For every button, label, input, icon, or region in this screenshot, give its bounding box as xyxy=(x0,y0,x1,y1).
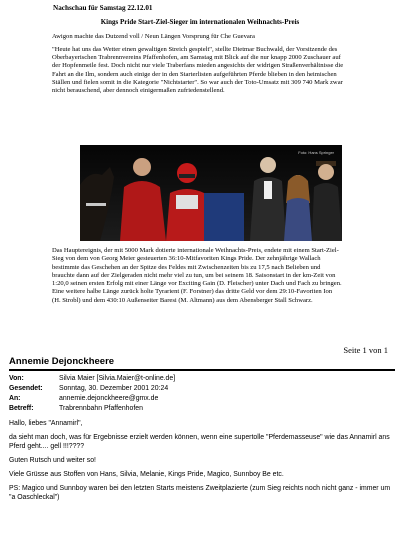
email-header-row xyxy=(9,394,175,404)
article-paragraph: Das Hauptereignis, der mit 5000 Mark dotierte internationale Weihnachts-Preis, endete mit einem Start-Ziel-Sieg von dem von Georg Meier gesteuerten 36:10-Mitfavoriten Kings Pride. Der zehnjährige Wallach bestimmte das Geschehen an der Spitze des Feldes mit Zwischenzeiten bis zu 17,5 nach Belieben und brauchte dann auf der Zielgeraden nicht mehr viel zu tun, um bei seinem 18. Saisonstart in der km-Zeit von 1:20,0 seinen ersten Erfolg mit einer Länge vor Exciting Gain (D. Fleischer) unter Dach und Fach zu bringen. Eine weitere halbe Länge zurück holte Tyrarient (F. Forstner) das dritte Geld vor dem 29:10-Favoriten Ion (H. Strobl) und dem 430:10 Außenseiter Baresi (M. Altmann) aus dem Abensberger Stall Schwarz. xyxy=(52,247,342,304)
email-paragraph: da sieht man doch, was für Ergebnisse erzielt werden können, wenn eine supertolle "Pferdemasseuse" wie das Annamirl ans Pferd geht.... gell !!!???? xyxy=(9,434,390,450)
email-signoff: Viele Grüsse aus Stoffen von Hans, Silvia, Melanie, Kings Pride, Magico, Sunnboy Be etc. xyxy=(9,471,284,479)
email-header-table xyxy=(9,374,175,414)
photo-credit: Foto: Hans Springer xyxy=(298,150,334,155)
article-lead: Awigon machte das Dutzend voll / Neun Längen Vorsprung für Che Guevara xyxy=(52,32,255,40)
winner-photo xyxy=(80,145,342,241)
email-field-label: An: xyxy=(9,395,21,402)
email-to-value: annemie.dejonckheere@gmx.de xyxy=(59,395,159,402)
article-heading: Nachschau für Samstag 22.12.01 xyxy=(53,4,153,12)
email-field-label: Gesendet: xyxy=(9,385,43,392)
article-title: Kings Pride Start-Ziel-Sieger im internationalen Weihnachts-Preis xyxy=(100,18,300,27)
email-field-label: Betreff: xyxy=(9,405,34,412)
email-greeting: Hallo, liebes "Annamirl", xyxy=(9,420,83,427)
email-subject-value: Trabrennbahn Pfaffenhofen xyxy=(59,405,143,412)
email-from-value: Silvia Maier [Silvia.Maier@t-online.de] xyxy=(59,375,176,382)
email-sent-value: Sonntag, 30. Dezember 2001 20:24 xyxy=(59,385,169,392)
email-body xyxy=(9,420,395,502)
email-header-row xyxy=(9,404,175,414)
email-header-row xyxy=(9,374,175,384)
winner-photo-illustration xyxy=(80,145,342,241)
email-paragraph: Guten Rutsch und weiter so! xyxy=(9,456,96,464)
newspaper-article-continued xyxy=(52,247,342,305)
email-postscript: PS: Magico und Sunnboy waren bei den letzten Starts meistens Zweitplazierte (zum Sieg reichts noch nicht ganz - immer um "a Oaschleckal") xyxy=(9,485,391,501)
article-paragraph: "Heute hat uns das Wetter einen gewaltigen Streich gespielt", stellte Dietmar Buchwald, der Vorsitzende des Oberbayerischen Trabrennvereins Pfaffenhofen, am Samstag mit Blick auf die nur knapp 2000 Zuschauer auf der Hopfenmeile fest. Doch nicht nur viele Traberfans mieden angesichts der widrigen Straßenverhältnisse die Fahrt an die Ilm, sondern auch einige der in den Starterlisten aufgeführten Pferde blieben in den heimischen Ställen und fielen somit in die Kategorie "Nichtstarter". So war auch der Toto-Umsatz mit 309 740 Mark zwar nicht berauschend, aber dennoch einigermaßen zufriedenstellend. xyxy=(52,45,344,95)
page-indicator: Seite 1 von 1 xyxy=(343,345,388,355)
email-sender-name: Annemie Dejonckheere xyxy=(9,356,395,371)
email-printout xyxy=(9,356,395,508)
newspaper-article xyxy=(52,4,348,101)
email-header-row xyxy=(9,384,175,394)
email-field-label: Von: xyxy=(9,375,24,382)
